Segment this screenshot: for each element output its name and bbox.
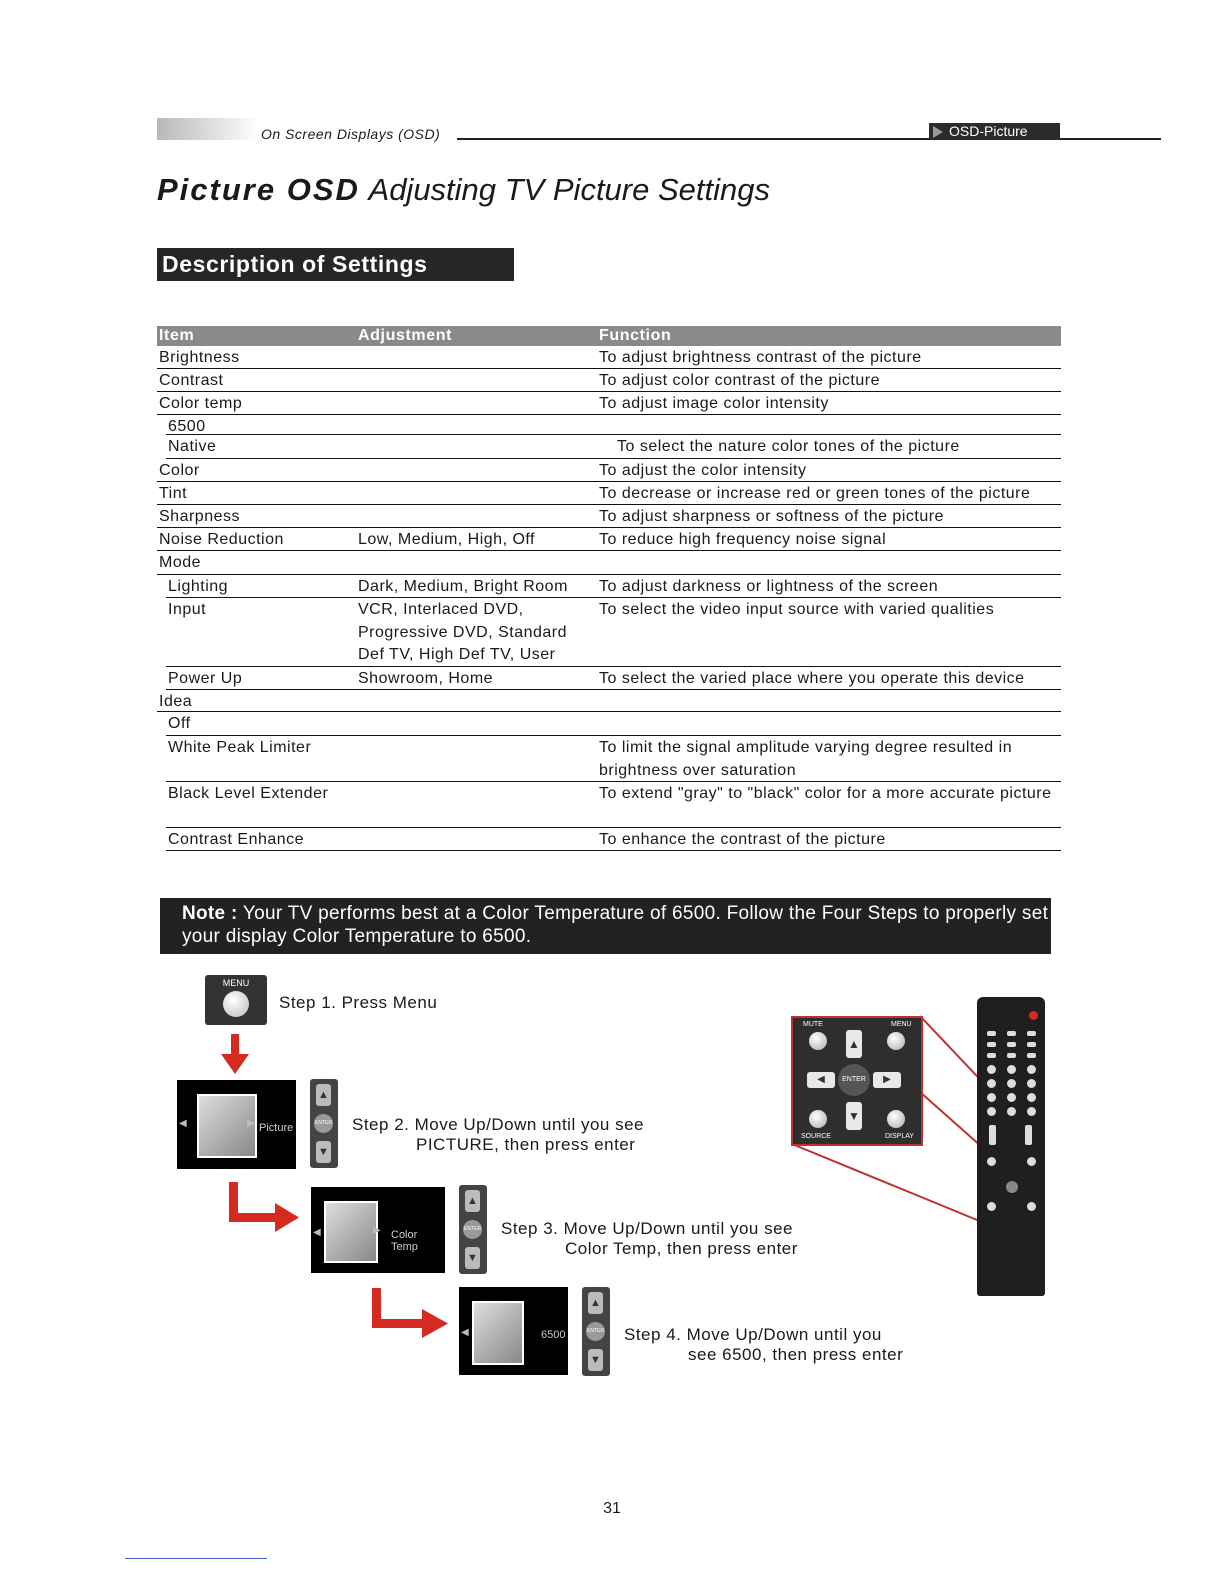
row-adjustment: Dark, Medium, Bright Room [358, 578, 568, 595]
table-row [157, 690, 1061, 712]
right-arrow-icon: ▶ [247, 1118, 255, 1129]
row-item: Contrast [159, 372, 224, 389]
row-function: To decrease or increase red or green tones of the picture [599, 485, 1031, 502]
down-arrow-icon: ▼ [465, 1247, 480, 1269]
row-function: To select the nature color tones of the picture [617, 438, 960, 455]
mute-label: MUTE [803, 1021, 823, 1028]
menu-label: MENU [891, 1021, 912, 1028]
right-arrow-icon: ▶ [873, 1072, 901, 1088]
row-function: To adjust sharpness or softness of the picture [599, 508, 944, 525]
step-4-text: Step 4. Move Up/Down until you [624, 1325, 882, 1344]
settings-table [157, 326, 1061, 851]
keypad-zoom-image [791, 1016, 923, 1146]
page-title-subtitle: Adjusting TV Picture Settings [368, 172, 770, 207]
table-header [157, 326, 1061, 346]
power-icon [1029, 1011, 1038, 1020]
note-label: Note : [182, 903, 238, 924]
row-function: To extend "gray" to "black" color for a more accurate picture [599, 785, 1052, 802]
table-row [166, 782, 1061, 828]
menu-button-image [205, 975, 267, 1025]
row-item: Black Level Extender [168, 785, 329, 802]
row-item: Off [168, 715, 191, 732]
enter-icon: ENTER [463, 1220, 482, 1239]
step-3-text: Step 3. Move Up/Down until you see [501, 1219, 793, 1238]
row-adjustment: VCR, Interlaced DVD, Progressive DVD, Standard Def TV, High Def TV, User [358, 601, 568, 663]
table-row [166, 415, 1061, 435]
mute-button-icon [809, 1032, 827, 1050]
left-arrow-icon: ◀ [179, 1118, 187, 1129]
table-row [157, 346, 1061, 369]
header-tag-label: OSD-Picture [949, 123, 1028, 139]
down-arrow-icon [221, 1034, 249, 1074]
row-adjustment: Showroom, Home [358, 670, 494, 687]
header-tag [929, 123, 1060, 140]
osd-caption: 6500 [541, 1329, 566, 1341]
display-button-icon [887, 1110, 905, 1128]
enter-icon: ENTER [586, 1322, 605, 1341]
table-row [166, 712, 1061, 736]
table-row [166, 435, 1061, 459]
row-function: To select the varied place where you operate this device [599, 670, 1025, 687]
right-arrow-icon: ▶ [373, 1225, 381, 1236]
play-arrow-icon [933, 126, 943, 138]
table-row [157, 369, 1061, 392]
note-box [160, 898, 1051, 954]
down-arrow-icon: ▼ [316, 1141, 331, 1163]
step-3-text-cont: Color Temp, then press enter [565, 1239, 798, 1258]
row-function: To adjust color contrast of the picture [599, 372, 880, 389]
row-item: Color [159, 462, 200, 479]
table-row [157, 505, 1061, 528]
row-item: Input [168, 601, 207, 618]
table-row [166, 575, 1061, 598]
down-arrow-icon: ▼ [846, 1102, 862, 1130]
down-arrow-icon: ▼ [588, 1349, 603, 1371]
updown-enter-keys [582, 1287, 610, 1376]
row-item: Tint [159, 485, 188, 502]
display-label: DISPLAY [885, 1133, 915, 1140]
row-function: To adjust darkness or lightness of the screen [599, 578, 939, 595]
turn-arrow-icon [229, 1182, 301, 1242]
row-function: To enhance the contrast of the picture [599, 831, 886, 848]
row-item: White Peak Limiter [168, 739, 312, 756]
osd-6500-image [459, 1287, 568, 1375]
table-row [166, 736, 1061, 782]
left-arrow-icon: ◀ [461, 1327, 469, 1338]
page-title [157, 172, 770, 208]
osd-caption: Picture [259, 1122, 294, 1134]
left-arrow-icon: ◀ [807, 1072, 835, 1088]
col-header-item: Item [159, 327, 195, 344]
table-row [157, 459, 1061, 482]
header-gradient-bar [157, 118, 259, 140]
up-arrow-icon: ▲ [846, 1030, 862, 1058]
page-number: 31 [603, 1500, 621, 1517]
menu-button-label: MENU [222, 978, 250, 988]
left-arrow-icon: ◀ [313, 1227, 321, 1238]
table-row [166, 598, 1061, 667]
up-arrow-icon: ▲ [465, 1190, 480, 1212]
round-button-icon [223, 991, 249, 1017]
osd-picture-image [177, 1080, 296, 1169]
row-item: Color temp [159, 395, 243, 412]
row-item: Contrast Enhance [168, 831, 305, 848]
row-item: Sharpness [159, 508, 240, 525]
enter-button-icon: ENTER [838, 1064, 870, 1096]
row-item: Power Up [168, 670, 243, 687]
col-header-adjustment: Adjustment [358, 327, 452, 344]
osd-cube-icon [472, 1301, 524, 1365]
row-function: To reduce high frequency noise signal [599, 531, 887, 548]
osd-caption: Color Temp [391, 1229, 418, 1253]
row-item: Native [168, 438, 217, 455]
step-4-text-cont: see 6500, then press enter [688, 1345, 904, 1364]
table-row [157, 528, 1061, 551]
step-2-text: Step 2. Move Up/Down until you see [352, 1115, 644, 1134]
row-item: Idea [159, 693, 193, 710]
updown-enter-keys [459, 1185, 487, 1274]
row-function: To adjust the color intensity [599, 462, 807, 479]
step-2-text-cont: PICTURE, then press enter [416, 1135, 636, 1154]
turn-arrow-icon [372, 1288, 450, 1348]
row-item: Mode [159, 554, 202, 571]
osd-colortemp-image [311, 1187, 445, 1273]
table-row [157, 551, 1061, 575]
row-function: To select the video input source with varied qualities [599, 601, 995, 618]
enter-icon: ENTER [314, 1114, 333, 1133]
row-function: To adjust image color intensity [599, 395, 829, 412]
step-1-text: Step 1. Press Menu [279, 993, 438, 1012]
source-label: SOURCE [801, 1133, 831, 1140]
table-row [166, 667, 1061, 690]
remote-control-image [977, 997, 1045, 1296]
page-title-bold: Picture OSD [157, 172, 360, 207]
row-function: To limit the signal amplitude varying degree resulted in brightness over saturation [599, 739, 1013, 779]
footer-rule [125, 1558, 267, 1559]
col-header-function: Function [599, 327, 672, 344]
note-text: Your TV performs best at a Color Temperature of 6500. Follow the Four Steps to properly set your display Color Temperature to 6500. [182, 903, 1049, 947]
source-button-icon [809, 1110, 827, 1128]
up-arrow-icon: ▲ [588, 1292, 603, 1314]
table-row [157, 482, 1061, 505]
row-item: 6500 [168, 418, 206, 435]
row-item: Noise Reduction [159, 531, 284, 548]
table-row [166, 828, 1061, 851]
up-arrow-icon: ▲ [316, 1084, 331, 1106]
menu-button-icon [887, 1032, 905, 1050]
header-section-label: On Screen Displays (OSD) [261, 126, 441, 142]
table-row [157, 392, 1061, 415]
updown-enter-keys [310, 1079, 338, 1168]
row-item: Lighting [168, 578, 229, 595]
osd-cube-icon [324, 1201, 378, 1263]
row-function: To adjust brightness contrast of the picture [599, 349, 922, 366]
row-adjustment: Low, Medium, High, Off [358, 531, 535, 548]
section-heading: Description of Settings [157, 248, 514, 281]
row-item: Brightness [159, 349, 240, 366]
